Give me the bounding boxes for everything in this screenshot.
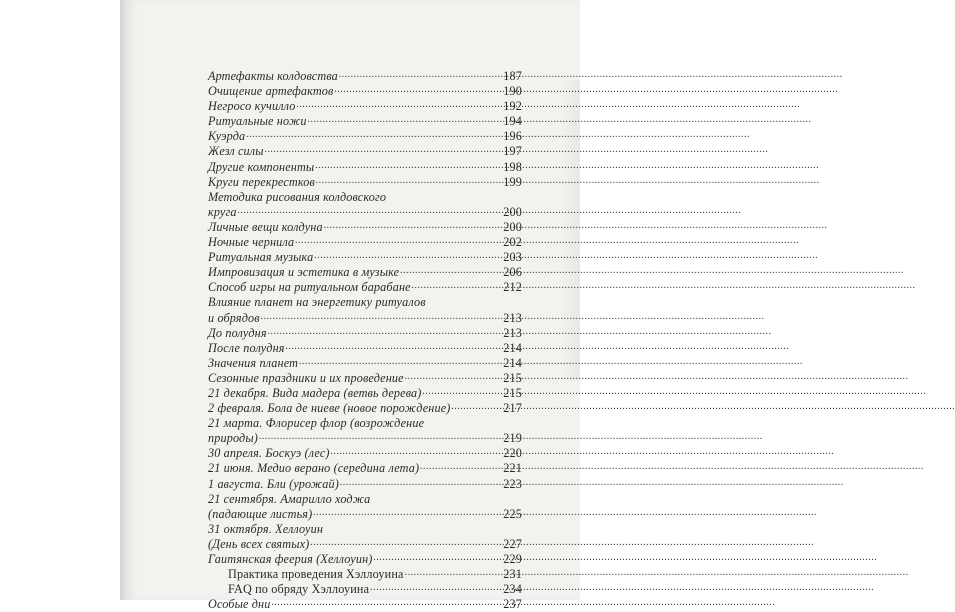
toc-entry-title: 2 февраля. Бола де ниеве (новое порождение): [208, 401, 451, 416]
toc-entry-title: Сезонные праздники и их проведение: [208, 370, 404, 385]
toc-entry-title: Куэрда: [208, 129, 246, 144]
toc-entry-title: Ночные чернила: [208, 235, 295, 250]
toc-page-number: 225: [503, 506, 522, 521]
toc-page-number: 203: [503, 250, 522, 265]
toc-page-number: 190: [503, 84, 522, 99]
toc-entry-title: Практика проведения Хэллоуина: [228, 567, 404, 582]
toc-entry-title: Особые дни: [208, 597, 271, 612]
toc-entry-title: После полудня: [208, 340, 285, 355]
toc-entry-line: 21 сентября. Амарилло ходжа: [208, 491, 371, 506]
toc-entry: [208, 597, 522, 612]
toc-entry-title: До полудня: [208, 325, 267, 340]
toc-page-number: 200: [503, 204, 522, 219]
toc-entry: [208, 477, 522, 492]
toc-page-number: 217: [503, 401, 522, 416]
toc-entry: [208, 175, 522, 190]
toc-leader-dots: [340, 477, 502, 492]
toc-page-number: 227: [503, 536, 522, 551]
toc-page-number: 214: [503, 355, 522, 370]
toc-page-number: 198: [503, 159, 522, 174]
toc-page-number: 197: [503, 144, 522, 159]
toc-page-number: 196: [503, 129, 522, 144]
toc-page-number: 206: [503, 265, 522, 280]
toc-page-number: 215: [503, 370, 522, 385]
toc-entry-title: Значения планет: [208, 355, 299, 370]
toc-entry: [208, 401, 522, 416]
toc-page-number: 223: [503, 476, 522, 491]
toc-page-number: 192: [503, 99, 522, 114]
toc-page-number: 219: [503, 431, 522, 446]
toc-entry-title: Импровизация и эстетика в музыке: [208, 265, 400, 280]
toc-entry: [208, 507, 522, 522]
toc-leader-dots: [313, 507, 502, 522]
toc-leader-dots: [316, 175, 502, 190]
toc-page-number: 200: [503, 219, 522, 234]
toc-leader-dots: [451, 401, 502, 416]
toc-entry-title: 21 июня. Медио верано (середина лета): [208, 461, 420, 476]
toc-page-number: 213: [503, 310, 522, 325]
toc-page-number: 220: [503, 446, 522, 461]
toc-entry-title: (День всех святых): [208, 536, 310, 551]
toc-entry-title: и обрядов: [208, 310, 260, 325]
toc-entry-title: Ритуальные ножи: [208, 114, 307, 129]
toc-entry-title: (падающие листья): [208, 506, 313, 521]
toc-entry-title: Артефакты колдовства: [208, 69, 338, 83]
toc-entry-title: Ритуальная музыка: [208, 250, 314, 265]
toc-page-number: 194: [503, 114, 522, 129]
toc-page-number: 221: [503, 461, 522, 476]
toc-entry-title: 30 апреля. Боскуэ (лес): [208, 446, 330, 461]
toc-page-number: 215: [503, 385, 522, 400]
toc-entry-title: 21 декабря. Вида мадера (ветвь дерева): [208, 385, 422, 400]
toc-entry-title: круга: [208, 204, 237, 219]
toc-entry: [208, 280, 522, 295]
table-of-contents: [208, 69, 522, 612]
toc-page-number: 199: [503, 174, 522, 189]
toc-entry-title: FAQ по обряду Хэллоуина: [228, 582, 370, 597]
toc-entry-line: Методика рисования колдовского: [208, 189, 387, 204]
toc-entry-title: Гаитянская феерия (Хеллоуин): [208, 552, 373, 566]
toc-entry-line: Влияние планет на энергетику ритуалов: [208, 295, 426, 310]
toc-entry-title: Другие компоненты: [208, 159, 315, 174]
toc-page-number: 202: [503, 235, 522, 250]
toc-entry-title: 1 августа. Бли (урожай): [208, 476, 339, 491]
toc-leader-dots: [412, 280, 503, 295]
toc-page-number: 213: [503, 325, 522, 340]
toc-entry-title: Круги перекрестков: [208, 174, 315, 189]
toc-entry-title: Очищение артефактов: [208, 84, 334, 99]
toc-entry-title: Негросо кучилло: [208, 99, 296, 114]
toc-leader-dots: [272, 597, 503, 612]
toc-entry-line: 31 октября. Хеллоуин: [208, 521, 324, 536]
toc-entry-title: Способ игры на ритуальном барабане: [208, 280, 411, 295]
toc-entry-title: природы): [208, 431, 258, 446]
toc-page-number: 214: [503, 340, 522, 355]
toc-page-number: 234: [503, 582, 522, 597]
toc-entry-line: 21 марта. Флорисер флор (возрождение: [208, 416, 425, 431]
toc-page-number: 237: [503, 597, 522, 612]
toc-entry-title: Личные вещи колдуна: [208, 219, 323, 234]
toc-entry-title: Жезл силы: [208, 144, 264, 159]
toc-page-number: 229: [503, 552, 522, 566]
toc-page-number: 212: [503, 280, 522, 295]
toc-page-number: 187: [503, 69, 522, 83]
toc-page-number: 231: [503, 567, 522, 582]
